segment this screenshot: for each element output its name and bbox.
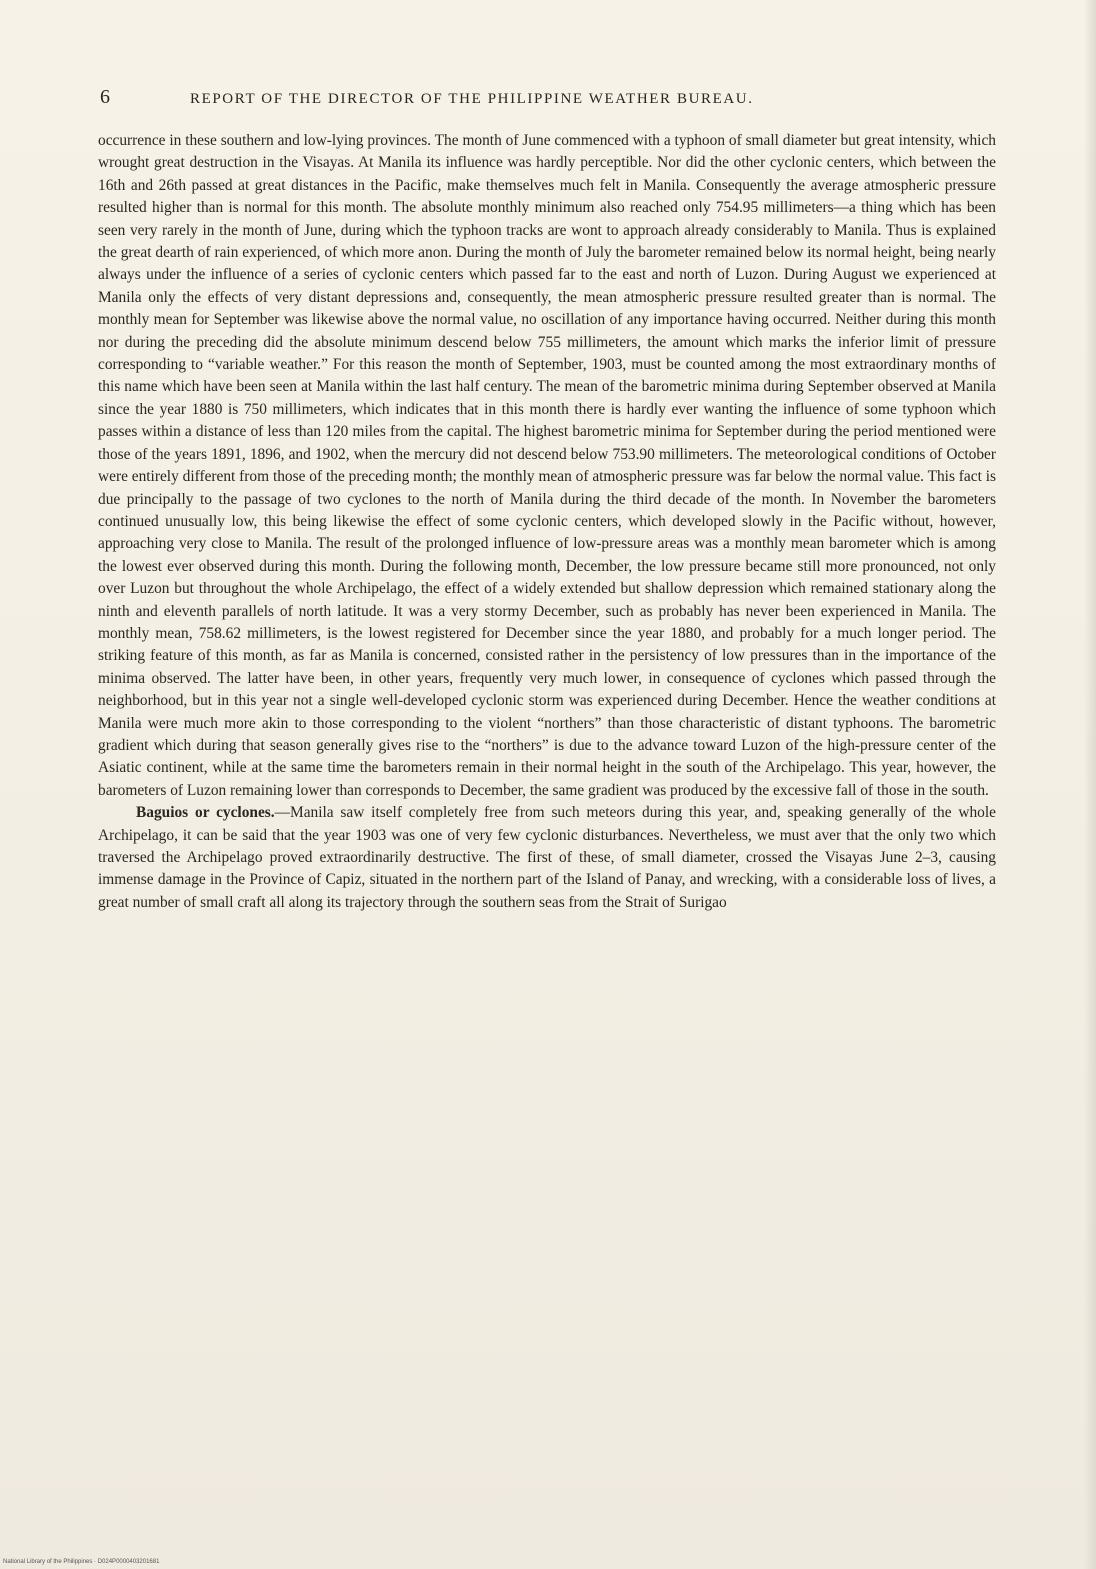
paragraph-baguios bbox=[98, 802, 996, 914]
section-text: —Manila saw itself completely free from such meteors during this year, and, speaking generally of the whole Archipelago, it can be said that the year 1903 was one of very few cyclonic disturbances. Nevertheless, we must aver that the only two which traversed the Archipelago proved extraordinarily destructive. The first of these, of small diameter, crossed the Visayas June 2–3, causing immense damage in the Province of Capiz, situated in the northern part of the Island of Panay, and wrecking, with a considerable loss of lives, a great number of small craft all along its trajectory through the southern seas from the Strait of Surigao bbox=[98, 804, 996, 911]
paragraph-pressure-summary: occurrence in these southern and low-lying provinces. The month of June commenced with a typhoon of small diameter but great intensity, which wrought great destruction in the Visayas. At Manila its influence was hardly perceptible. Nor did the other cyclonic centers, which between the 16th and 26th passed at great distances in the Pacific, make themselves much felt in Manila. Consequently the average atmospheric pressure resulted higher than is normal for this month. The absolute monthly minimum also reached only 754.95 millimeters—a thing which has been seen very rarely in the month of June, during which the typhoon tracks are wont to approach already considerably to Manila. Thus is explained the great dearth of rain experienced, of which more anon. During the month of July the barometer remained below its normal height, being nearly always under the influence of a series of cyclonic centers which passed far to the east and north of Luzon. During August we experienced at Manila only the effects of very distant depressions and, consequently, the mean atmospheric pressure resulted greater than is normal. The monthly mean for September was likewise above the normal value, no oscillation of any importance having occurred. Neither during this month nor during the preceding did the absolute minimum descend below 755 millimeters, the amount which marks the inferior limit of pressure corresponding to “variable weather.” For this reason the month of September, 1903, must be counted among the most extraordinary months of this name which have been seen at Manila within the last half century. The mean of the barometric minima during September observed at Manila since the year 1880 is 750 millimeters, which indicates that in this month there is hardly ever wanting the influence of some typhoon which passes within a distance of less than 120 miles from the capital. The highest barometric minima for September during the period mentioned were those of the years 1891, 1896, and 1902, when the mercury did not descend below 753.90 millimeters. The meteorological conditions of October were entirely different from those of the preceding month; the monthly mean of atmospheric pressure was far below the normal value. This fact is due principally to the passage of two cyclones to the north of Manila during the third decade of the month. In November the barometers continued unusually low, this being likewise the effect of some cyclonic centers, which developed slowly in the Pacific without, however, approaching very close to Manila. The result of the prolonged influence of low-pressure areas was a monthly mean barometer which is among the lowest ever observed during this month. During the following month, December, the low pressure became still more pronounced, not only over Luzon but throughout the whole Archipelago, the effect of a widely extended but shallow depression which remained stationary along the ninth and eleventh parallels of north latitude. It was a very stormy December, such as probably has never been experienced in Manila. The monthly mean, 758.62 millimeters, is the lowest registered for December since the year 1880, and probably for a much longer period. The striking feature of this month, as far as Manila is concerned, consisted rather in the persistency of low pressures than in the importance of the minima observed. The latter have been, in other years, frequently very much lower, in consequence of cyclones which passed through the neighborhood, but in this year not a single well-developed cyclonic storm was experienced during December. Hence the weather conditions at Manila were much more akin to those corresponding to the violent “northers” than those characteristic of distant typhoons. The barometric gradient which during that season generally gives rise to the “northers” is due to the advance toward Luzon of the high-pressure center of the Asiatic continent, while at the same time the barometers remain in their normal height in the south of the Archipelago. This year, however, the barometers of Luzon remaining lower than corresponds to December, the same gradient was produced by the excessive fall of those in the south. bbox=[98, 132, 996, 799]
section-run-in-heading: Baguios or cyclones. bbox=[136, 804, 275, 822]
page-number: 6 bbox=[100, 86, 111, 108]
scan-source-footer: National Library of the Philippines · D024P0000403201681 bbox=[3, 1559, 160, 1565]
page-edge-shadow bbox=[1084, 0, 1096, 1569]
body-text bbox=[98, 130, 996, 914]
running-head: REPORT OF THE DIRECTOR OF THE PHILIPPINE WEATHER BUREAU. bbox=[190, 91, 754, 107]
page-header bbox=[100, 86, 990, 110]
